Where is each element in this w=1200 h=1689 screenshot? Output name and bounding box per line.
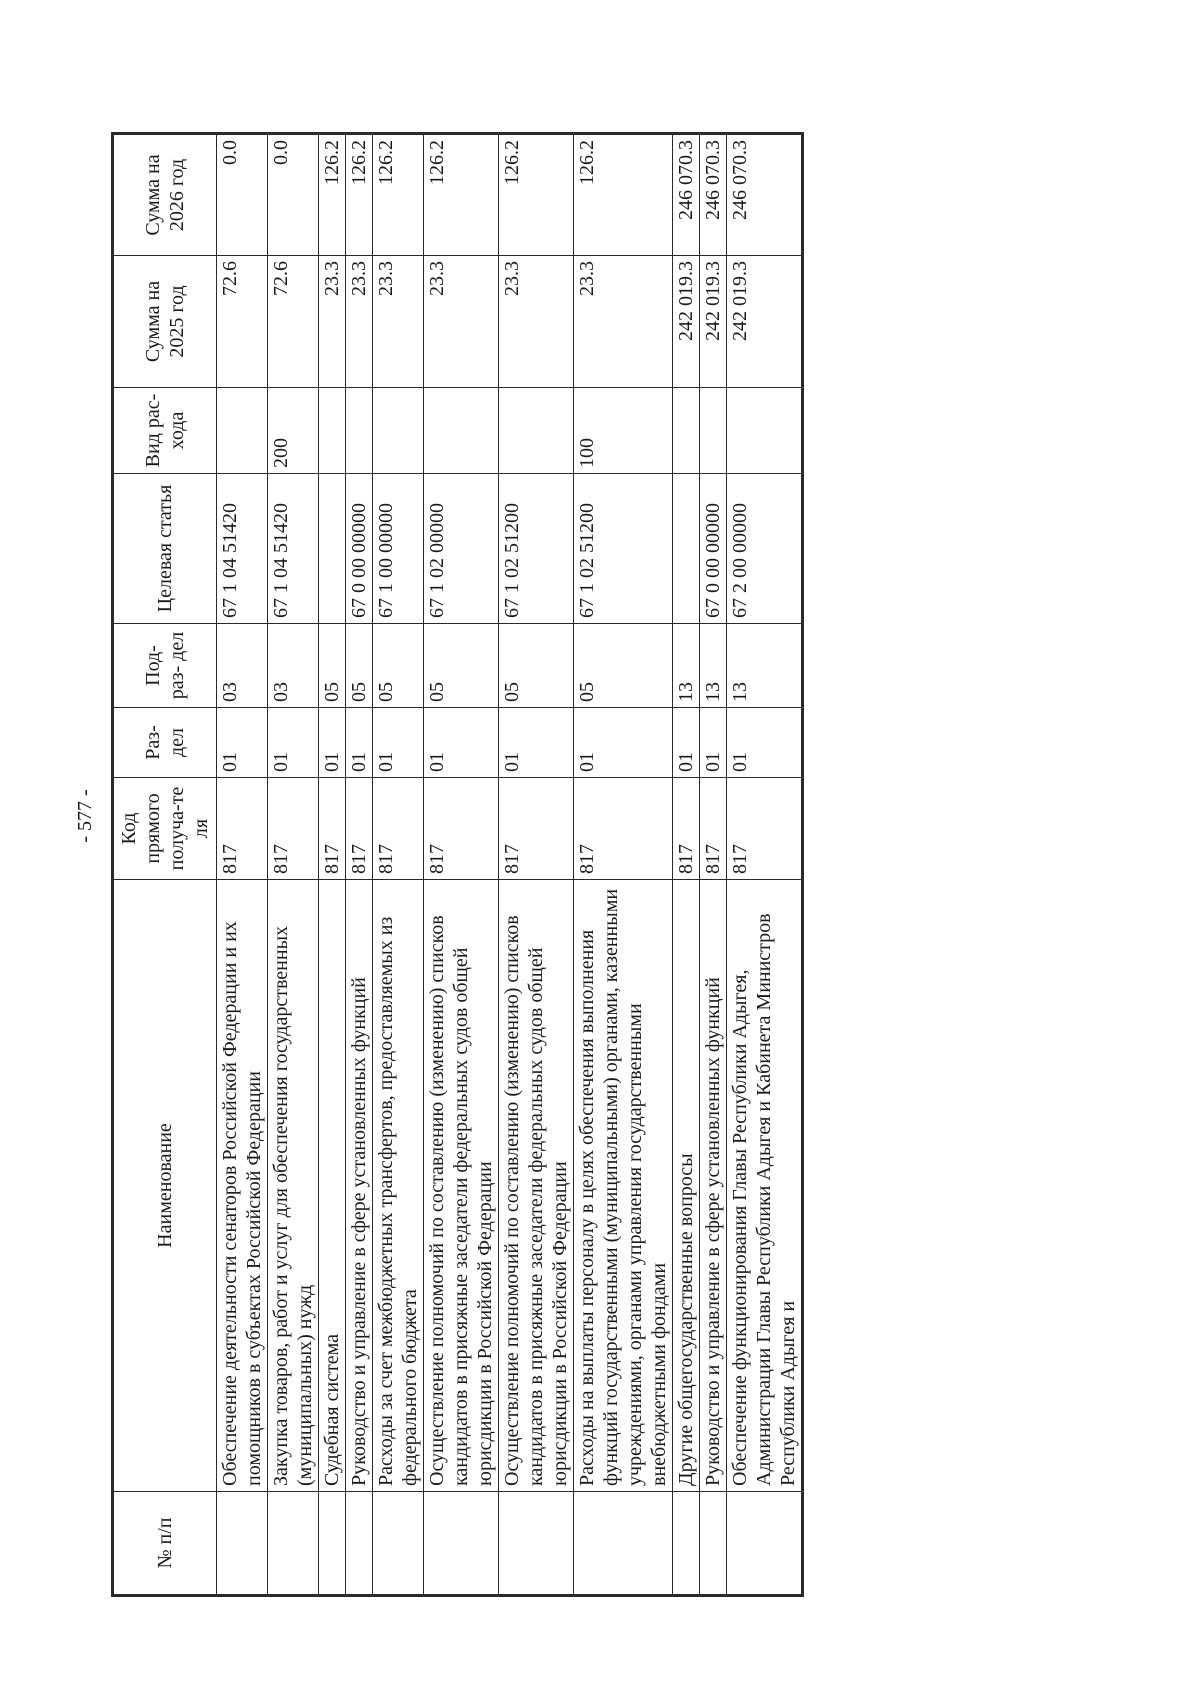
- cell-sum-2025: 72.6: [268, 256, 319, 388]
- cell-subsection: 05: [574, 624, 673, 708]
- cell-sum-2026: 126.2: [574, 134, 673, 256]
- cell-sum-2026: 126.2: [424, 134, 499, 256]
- cell-sum-2026: 126.2: [319, 134, 346, 256]
- cell-sum-2025: 72.6: [217, 256, 268, 388]
- cell-recipient: 817: [673, 778, 700, 880]
- cell-expense: [346, 388, 373, 474]
- budget-table-sheet: [111, 135, 1061, 1597]
- cell-target: 67 1 04 51420: [217, 474, 268, 624]
- cell-target: 67 1 02 51200: [499, 474, 574, 624]
- cell-name: Обеспечение деятельности сенаторов Российской Федерации и их помощников в субъектах Российской Федерации: [217, 880, 268, 1492]
- cell-subsection: 03: [268, 624, 319, 708]
- cell-section: 01: [727, 708, 803, 778]
- table-row: [373, 134, 424, 1596]
- cell-sum-2025: 23.3: [499, 256, 574, 388]
- cell-expense: 200: [268, 388, 319, 474]
- cell-recipient: 817: [217, 778, 268, 880]
- cell-subsection: 05: [319, 624, 346, 708]
- cell-expense: [499, 388, 574, 474]
- cell-name: Другие общегосударственные вопросы: [673, 880, 700, 1492]
- table-header-row: [113, 134, 217, 1596]
- cell-section: 01: [700, 708, 727, 778]
- cell-recipient: 817: [574, 778, 673, 880]
- cell-subsection: 13: [673, 624, 700, 708]
- cell-sum-2026: 126.2: [373, 134, 424, 256]
- cell-num: [217, 1492, 268, 1596]
- header-target: Целевая статья: [113, 474, 217, 624]
- cell-name: Осуществление полномочий по составлению (изменению) списков кандидатов в присяжные заседатели федеральных судов общей юрисдикции в Российской Федерации: [424, 880, 499, 1492]
- cell-target: [673, 474, 700, 624]
- cell-num: [346, 1492, 373, 1596]
- cell-num: [700, 1492, 727, 1596]
- cell-expense: [319, 388, 346, 474]
- cell-subsection: 13: [700, 624, 727, 708]
- cell-expense: [727, 388, 803, 474]
- table-row: [268, 134, 319, 1596]
- cell-sum-2026: 126.2: [499, 134, 574, 256]
- page-number: - 577 -: [74, 789, 96, 843]
- header-expense: Вид рас- хода: [113, 388, 217, 474]
- cell-target: 67 1 00 00000: [373, 474, 424, 624]
- cell-expense: [217, 388, 268, 474]
- cell-subsection: 05: [424, 624, 499, 708]
- cell-sum-2025: 23.3: [424, 256, 499, 388]
- cell-section: 01: [268, 708, 319, 778]
- cell-recipient: 817: [319, 778, 346, 880]
- header-sum-2025: Сумма на 2025 год: [113, 256, 217, 388]
- cell-section: 01: [217, 708, 268, 778]
- cell-subsection: 05: [499, 624, 574, 708]
- header-num: № п/п: [113, 1492, 217, 1596]
- cell-expense: [424, 388, 499, 474]
- cell-expense: 100: [574, 388, 673, 474]
- cell-target: 67 1 04 51420: [268, 474, 319, 624]
- table-row: [217, 134, 268, 1596]
- cell-target: [319, 474, 346, 624]
- cell-target: 67 1 02 00000: [424, 474, 499, 624]
- cell-name: Руководство и управление в сфере установленных функций: [346, 880, 373, 1492]
- header-name: Наименование: [113, 880, 217, 1492]
- cell-section: 01: [373, 708, 424, 778]
- cell-sum-2025: 242 019.3: [673, 256, 700, 388]
- cell-name: Расходы на выплаты персоналу в целях обеспечения выполнения функций государственными (муниципальными) органами, казенными учреждениями, органами управления государственными внебюджетными фондами: [574, 880, 673, 1492]
- cell-section: 01: [424, 708, 499, 778]
- cell-name: Закупка товаров, работ и услуг для обеспечения государственных (муниципальных) нужд: [268, 880, 319, 1492]
- cell-name: Осуществление полномочий по составлению (изменению) списков кандидатов в присяжные заседатели федеральных судов общей юрисдикции в Российской Федерации: [499, 880, 574, 1492]
- table-row: [700, 134, 727, 1596]
- cell-sum-2025: 242 019.3: [727, 256, 803, 388]
- cell-section: 01: [346, 708, 373, 778]
- cell-num: [499, 1492, 574, 1596]
- cell-sum-2025: 23.3: [373, 256, 424, 388]
- header-sum-2026: Сумма на 2026 год: [113, 134, 217, 256]
- cell-num: [727, 1492, 803, 1596]
- cell-target: 67 0 00 00000: [700, 474, 727, 624]
- cell-recipient: 817: [727, 778, 803, 880]
- cell-sum-2025: 23.3: [319, 256, 346, 388]
- cell-sum-2026: 246 070.3: [673, 134, 700, 256]
- table-row: [727, 134, 803, 1596]
- cell-num: [268, 1492, 319, 1596]
- cell-num: [319, 1492, 346, 1596]
- cell-subsection: 05: [346, 624, 373, 708]
- budget-table: [111, 132, 804, 1597]
- header-recipient: Код прямого получа-те ля: [113, 778, 217, 880]
- table-row: [346, 134, 373, 1596]
- table-row: [319, 134, 346, 1596]
- cell-section: 01: [499, 708, 574, 778]
- cell-sum-2025: 23.3: [346, 256, 373, 388]
- header-subsection: Под- раз- дел: [113, 624, 217, 708]
- table-row: [499, 134, 574, 1596]
- cell-name: Обеспечение функционирования Главы Республики Адыгея, Администрации Главы Республики Адыгея и Кабинета Министров Республики Адыгея и: [727, 880, 803, 1492]
- cell-section: 01: [319, 708, 346, 778]
- cell-section: 01: [574, 708, 673, 778]
- cell-name: Руководство и управление в сфере установленных функций: [700, 880, 727, 1492]
- table-body: [217, 134, 803, 1596]
- cell-recipient: 817: [499, 778, 574, 880]
- cell-name: Расходы за счет межбюджетных трансфертов, предоставляемых из федерального бюджета: [373, 880, 424, 1492]
- cell-recipient: 817: [268, 778, 319, 880]
- cell-subsection: 03: [217, 624, 268, 708]
- cell-recipient: 817: [700, 778, 727, 880]
- cell-sum-2026: 246 070.3: [700, 134, 727, 256]
- table-row: [574, 134, 673, 1596]
- cell-sum-2026: 0.0: [268, 134, 319, 256]
- cell-sum-2025: 242 019.3: [700, 256, 727, 388]
- table-row: [424, 134, 499, 1596]
- cell-expense: [673, 388, 700, 474]
- header-section: Раз- дел: [113, 708, 217, 778]
- cell-sum-2026: 126.2: [346, 134, 373, 256]
- cell-expense: [700, 388, 727, 474]
- cell-name: Судебная система: [319, 880, 346, 1492]
- cell-sum-2025: 23.3: [574, 256, 673, 388]
- cell-sum-2026: 0.0: [217, 134, 268, 256]
- cell-num: [424, 1492, 499, 1596]
- cell-num: [373, 1492, 424, 1596]
- cell-sum-2026: 246 070.3: [727, 134, 803, 256]
- cell-subsection: 13: [727, 624, 803, 708]
- cell-section: 01: [673, 708, 700, 778]
- table-row: [673, 134, 700, 1596]
- cell-subsection: 05: [373, 624, 424, 708]
- cell-num: [673, 1492, 700, 1596]
- cell-expense: [373, 388, 424, 474]
- cell-recipient: 817: [373, 778, 424, 880]
- cell-recipient: 817: [346, 778, 373, 880]
- cell-target: 67 1 02 51200: [574, 474, 673, 624]
- cell-target: 67 0 00 00000: [346, 474, 373, 624]
- cell-recipient: 817: [424, 778, 499, 880]
- cell-target: 67 2 00 00000: [727, 474, 803, 624]
- cell-num: [574, 1492, 673, 1596]
